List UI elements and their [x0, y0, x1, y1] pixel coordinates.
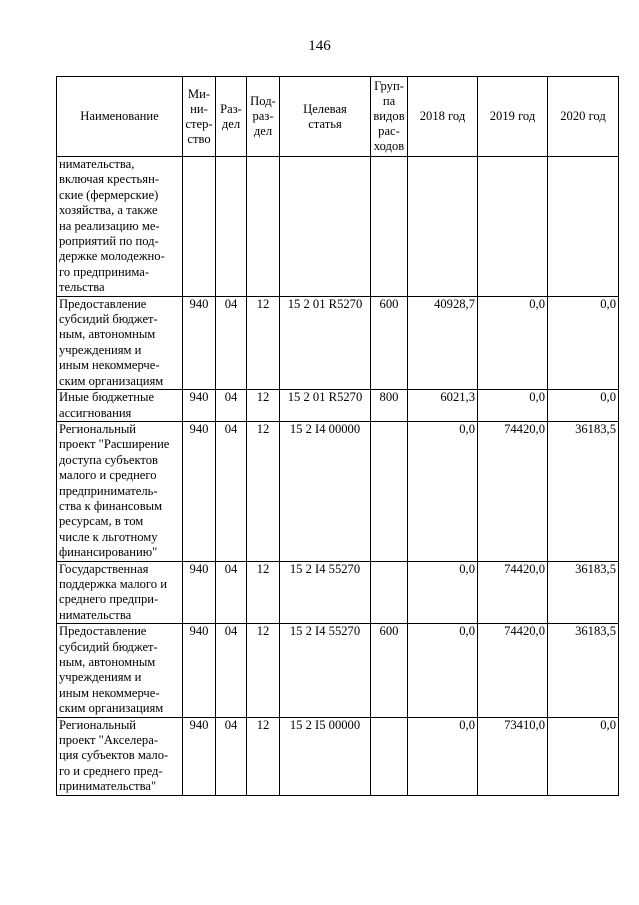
cell-name: Предоставление субсидий бюджет- ным, автономным учреждениям и иным некоммерче- ским организациям — [57, 624, 183, 717]
cell-section: 04 — [216, 390, 247, 422]
header-subsection: Под- раз- дел — [247, 77, 280, 157]
header-section: Раз- дел — [216, 77, 247, 157]
table-body — [57, 157, 619, 796]
header-ministry: Ми- ни- стер- ство — [183, 77, 216, 157]
cell-2018 — [408, 157, 478, 297]
header-name: Наименование — [57, 77, 183, 157]
table-row — [57, 624, 619, 717]
cell-2020: 36183,5 — [548, 624, 619, 717]
header-target: Целевая статья — [280, 77, 371, 157]
cell-section: 04 — [216, 421, 247, 561]
cell-ministry: 940 — [183, 421, 216, 561]
cell-ministry: 940 — [183, 624, 216, 717]
cell-group — [371, 717, 408, 795]
header-group: Груп- па видов рас- ходов — [371, 77, 408, 157]
cell-name: Предоставление субсидий бюджет- ным, автономным учреждениям и иным некоммерче- ским организациям — [57, 296, 183, 389]
cell-name: Региональный проект "Расширение доступа субъектов малого и среднего предприниматель- ства к финансовым ресурсам, в том числе к льготному финансированию" — [57, 421, 183, 561]
header-2019: 2019 год — [478, 77, 548, 157]
cell-name: Региональный проект "Акселера- ция субъектов мало- го и среднего пред- принимательства" — [57, 717, 183, 795]
cell-ministry — [183, 157, 216, 297]
page-number: 146 — [308, 38, 331, 54]
cell-2019: 74420,0 — [478, 561, 548, 624]
cell-2019: 0,0 — [478, 296, 548, 389]
cell-2019: 0,0 — [478, 390, 548, 422]
cell-2018: 40928,7 — [408, 296, 478, 389]
cell-subsection: 12 — [247, 624, 280, 717]
table-row — [57, 561, 619, 624]
cell-target: 15 2 I4 00000 — [280, 421, 371, 561]
cell-subsection: 12 — [247, 390, 280, 422]
table-row — [57, 390, 619, 422]
header-row — [57, 77, 619, 157]
cell-2019: 74420,0 — [478, 624, 548, 717]
budget-table — [56, 76, 619, 796]
cell-2020: 0,0 — [548, 296, 619, 389]
cell-2019 — [478, 157, 548, 297]
table-row — [57, 157, 619, 297]
cell-group: 800 — [371, 390, 408, 422]
cell-2019: 74420,0 — [478, 421, 548, 561]
cell-2020: 0,0 — [548, 717, 619, 795]
header-2018: 2018 год — [408, 77, 478, 157]
cell-2020: 36183,5 — [548, 421, 619, 561]
cell-subsection — [247, 157, 280, 297]
cell-target: 15 2 I4 55270 — [280, 561, 371, 624]
cell-target: 15 2 I5 00000 — [280, 717, 371, 795]
cell-subsection: 12 — [247, 421, 280, 561]
table-row — [57, 717, 619, 795]
cell-subsection: 12 — [247, 561, 280, 624]
cell-group: 600 — [371, 296, 408, 389]
cell-2020: 0,0 — [548, 390, 619, 422]
cell-subsection: 12 — [247, 296, 280, 389]
cell-section — [216, 157, 247, 297]
cell-2018: 0,0 — [408, 624, 478, 717]
table-row — [57, 421, 619, 561]
cell-target: 15 2 01 R5270 — [280, 390, 371, 422]
cell-group — [371, 157, 408, 297]
cell-target: 15 2 01 R5270 — [280, 296, 371, 389]
cell-2018: 0,0 — [408, 421, 478, 561]
cell-ministry: 940 — [183, 717, 216, 795]
cell-ministry: 940 — [183, 390, 216, 422]
cell-2018: 0,0 — [408, 717, 478, 795]
cell-target — [280, 157, 371, 297]
cell-name: нимательства, включая крестьян- ские (фермерские) хозяйства, а также на реализацию ме- роприятий по под- держке молодежно- го предпринима- тельства — [57, 157, 183, 297]
cell-2018: 6021,3 — [408, 390, 478, 422]
cell-ministry: 940 — [183, 296, 216, 389]
cell-subsection: 12 — [247, 717, 280, 795]
cell-name: Государственная поддержка малого и среднего предпри- нимательства — [57, 561, 183, 624]
cell-group: 600 — [371, 624, 408, 717]
cell-2019: 73410,0 — [478, 717, 548, 795]
cell-ministry: 940 — [183, 561, 216, 624]
cell-section: 04 — [216, 624, 247, 717]
cell-section: 04 — [216, 717, 247, 795]
cell-2018: 0,0 — [408, 561, 478, 624]
cell-group — [371, 421, 408, 561]
cell-2020: 36183,5 — [548, 561, 619, 624]
cell-section: 04 — [216, 561, 247, 624]
cell-2020 — [548, 157, 619, 297]
table-row — [57, 296, 619, 389]
cell-name: Иные бюджетные ассигнования — [57, 390, 183, 422]
cell-section: 04 — [216, 296, 247, 389]
header-2020: 2020 год — [548, 77, 619, 157]
cell-group — [371, 561, 408, 624]
cell-target: 15 2 I4 55270 — [280, 624, 371, 717]
